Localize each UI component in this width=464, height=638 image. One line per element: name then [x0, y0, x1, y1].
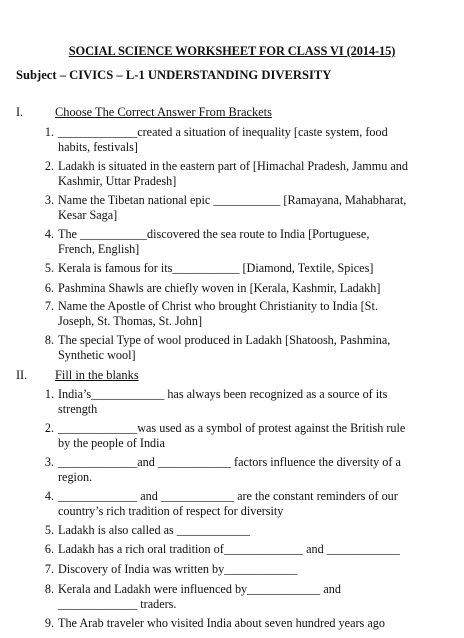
question-text: Ladakh is also called as ____________ — [58, 523, 250, 537]
question-text: Name the Apostle of Christ who brought Christianity to India [St. Joseph, St. Thomas, St. John] — [58, 299, 378, 328]
question-text: Kerala is famous for its___________ [Diamond, Textile, Spices] — [58, 261, 374, 275]
question-text: Discovery of India was written by____________ — [58, 562, 298, 576]
question-number: 6. — [44, 542, 54, 556]
subject-line: Subject – CIVICS – L-1 UNDERSTANDING DIVERSITY — [16, 68, 332, 82]
question-number: 1. — [44, 387, 54, 401]
question-number: 9. — [44, 616, 54, 630]
question-item — [30, 542, 415, 557]
question-number: 6. — [44, 281, 54, 295]
worksheet-title: SOCIAL SCIENCE WORKSHEET FOR CLASS VI (2014-15) — [68, 44, 396, 58]
question-text: Ladakh is situated in the eastern part of [Himachal Pradesh, Jammu and Kashmir, Uttar Pradesh] — [58, 159, 408, 188]
question-item — [30, 159, 415, 189]
section-heading: Fill in the blanks — [55, 368, 139, 382]
question-item — [30, 261, 415, 276]
question-item — [30, 299, 415, 329]
question-item — [30, 489, 415, 519]
question-item — [30, 227, 415, 257]
question-number: 8. — [44, 582, 54, 596]
section-heading: Choose The Correct Answer From Brackets — [55, 105, 272, 119]
question-item — [30, 523, 415, 538]
question-item — [30, 582, 415, 612]
question-text: The Arab traveler who visited India about seven hundred years ago — [58, 616, 385, 630]
section-number: I. — [16, 105, 24, 119]
question-item — [30, 281, 415, 296]
question-text: India’s____________ has always been recognized as a source of its strength — [58, 387, 388, 416]
question-text: Pashmina Shawls are chiefly woven in [Kerala, Kashmir, Ladakh] — [58, 281, 381, 295]
question-text: _____________created a situation of inequality [caste system, food habits, festivals] — [58, 125, 388, 154]
question-text: _____________was used as a symbol of protest against the British rule by the people of India — [58, 421, 406, 450]
question-text: Ladakh has a rich oral tradition of_____________ and ____________ — [58, 542, 400, 556]
question-item — [30, 125, 415, 155]
question-item — [30, 616, 415, 631]
section-number: II. — [16, 368, 28, 382]
question-number: 2. — [44, 421, 54, 435]
question-text: Name the Tibetan national epic ___________ [Ramayana, Mahabharat, Kesar Saga] — [58, 193, 407, 222]
question-text: _____________ and ____________ are the constant reminders of our country’s rich tradition of respect for diversity — [58, 489, 398, 518]
question-number: 4. — [44, 227, 54, 241]
question-item — [30, 562, 415, 577]
question-number: 8. — [44, 333, 54, 347]
question-text: _____________and ____________ factors influence the diversity of a region. — [58, 455, 401, 484]
question-text: The special Type of wool produced in Ladakh [Shatoosh, Pashmina, Synthetic wool] — [58, 333, 391, 362]
question-number: 7. — [44, 562, 54, 576]
question-number: 2. — [44, 159, 54, 173]
question-item — [30, 421, 415, 451]
question-number: 3. — [44, 455, 54, 469]
question-item — [30, 333, 415, 363]
question-item — [30, 455, 415, 485]
question-number: 5. — [44, 523, 54, 537]
question-number: 5. — [44, 261, 54, 275]
question-number: 4. — [44, 489, 54, 503]
question-number: 1. — [44, 125, 54, 139]
question-item — [30, 193, 415, 223]
question-number: 7. — [44, 299, 54, 313]
question-number: 3. — [44, 193, 54, 207]
question-text: The ___________discovered the sea route to India [Portuguese, French, English] — [58, 227, 370, 256]
question-text: Kerala and Ladakh were influenced by____________ and _____________ traders. — [58, 582, 341, 611]
question-item — [30, 387, 415, 417]
